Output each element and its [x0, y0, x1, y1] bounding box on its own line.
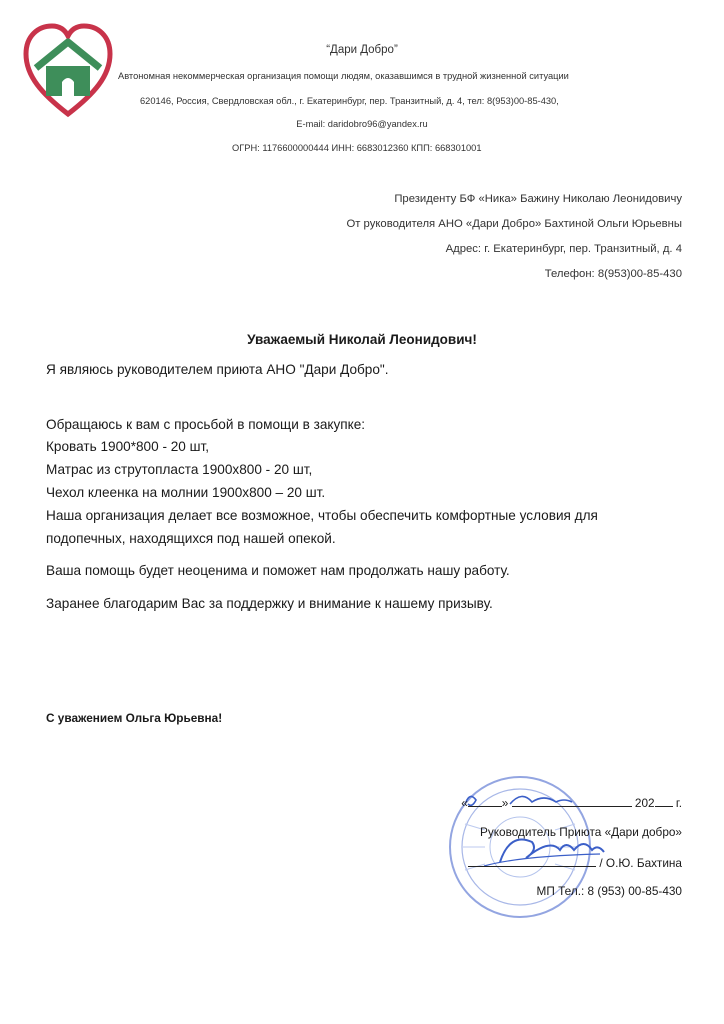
- heart-house-logo: [22, 22, 114, 122]
- org-description: Автономная некоммерческая организация помощи людям, оказавшимся в трудной жизненной ситуации: [118, 71, 569, 81]
- signer-name-line: [468, 854, 682, 870]
- date-year-prefix: 202: [634, 796, 655, 810]
- list-item: Кровать 1900*800 - 20 шт,: [46, 439, 210, 454]
- signature-date: [461, 794, 682, 810]
- signature-blank: [468, 854, 596, 867]
- signer-phone: МП Тел.: 8 (953) 00-85-430: [536, 884, 682, 898]
- date-year-suffix: г.: [675, 796, 682, 810]
- salutation: Уважаемый Николай Леонидович!: [247, 332, 477, 347]
- list-item: Матрас из струтопласта 1900х800 - 20 шт,: [46, 462, 313, 477]
- date-day-blank: [468, 794, 502, 807]
- date-quote-open: «: [461, 796, 468, 810]
- recipient-phone: Телефон: 8(953)00-85-430: [544, 268, 682, 280]
- org-name: “Дари Добро”: [326, 44, 398, 56]
- recipient-from: От руководителя АНО «Дари Добро» Бахтиной Ольги Юрьевны: [346, 218, 682, 230]
- org-email: E-mail: daridobro96@yandex.ru: [296, 119, 428, 129]
- body-intro: Я являюсь руководителем приюта АНО "Дари Добро".: [46, 362, 389, 377]
- signer-title: Руководитель Приюта «Дари добро»: [479, 825, 682, 839]
- date-month-blank: [512, 794, 632, 807]
- date-quote-close: »: [501, 796, 509, 810]
- date-year-blank: [655, 794, 673, 807]
- body-thanks: Заранее благодарим Вас за поддержку и внимание к нашему призыву.: [46, 596, 493, 611]
- recipient-to: Президенту БФ «Ника» Бажину Николаю Леонидовичу: [394, 193, 682, 205]
- body-request: Обращаюсь к вам с просьбой в помощи в закупке:: [46, 417, 366, 432]
- list-item: Чехол клеенка на молнии 1900х800 – 20 шт.: [46, 485, 326, 500]
- body-effort-line: подопечных, находящихся под нашей опекой.: [46, 531, 336, 546]
- body-help: Ваша помощь будет неоценима и поможет нам продолжать нашу работу.: [46, 563, 510, 578]
- org-address: 620146, Россия, Свердловская обл., г. Екатеринбург, пер. Транзитный, д. 4, тел: 8(953)00-85-430,: [140, 96, 559, 106]
- body-effort-line: Наша организация делает все возможное, чтобы обеспечить комфортные условия для: [46, 508, 598, 523]
- closing-regards: С уважением Ольга Юрьевна!: [46, 711, 223, 725]
- recipient-address: Адрес: г. Екатеринбург, пер. Транзитный, д. 4: [445, 243, 682, 255]
- signer-name: / О.Ю. Бахтина: [599, 856, 682, 870]
- org-registration: ОГРН: 1176600000444 ИНН: 6683012360 КПП: 668301001: [232, 143, 482, 153]
